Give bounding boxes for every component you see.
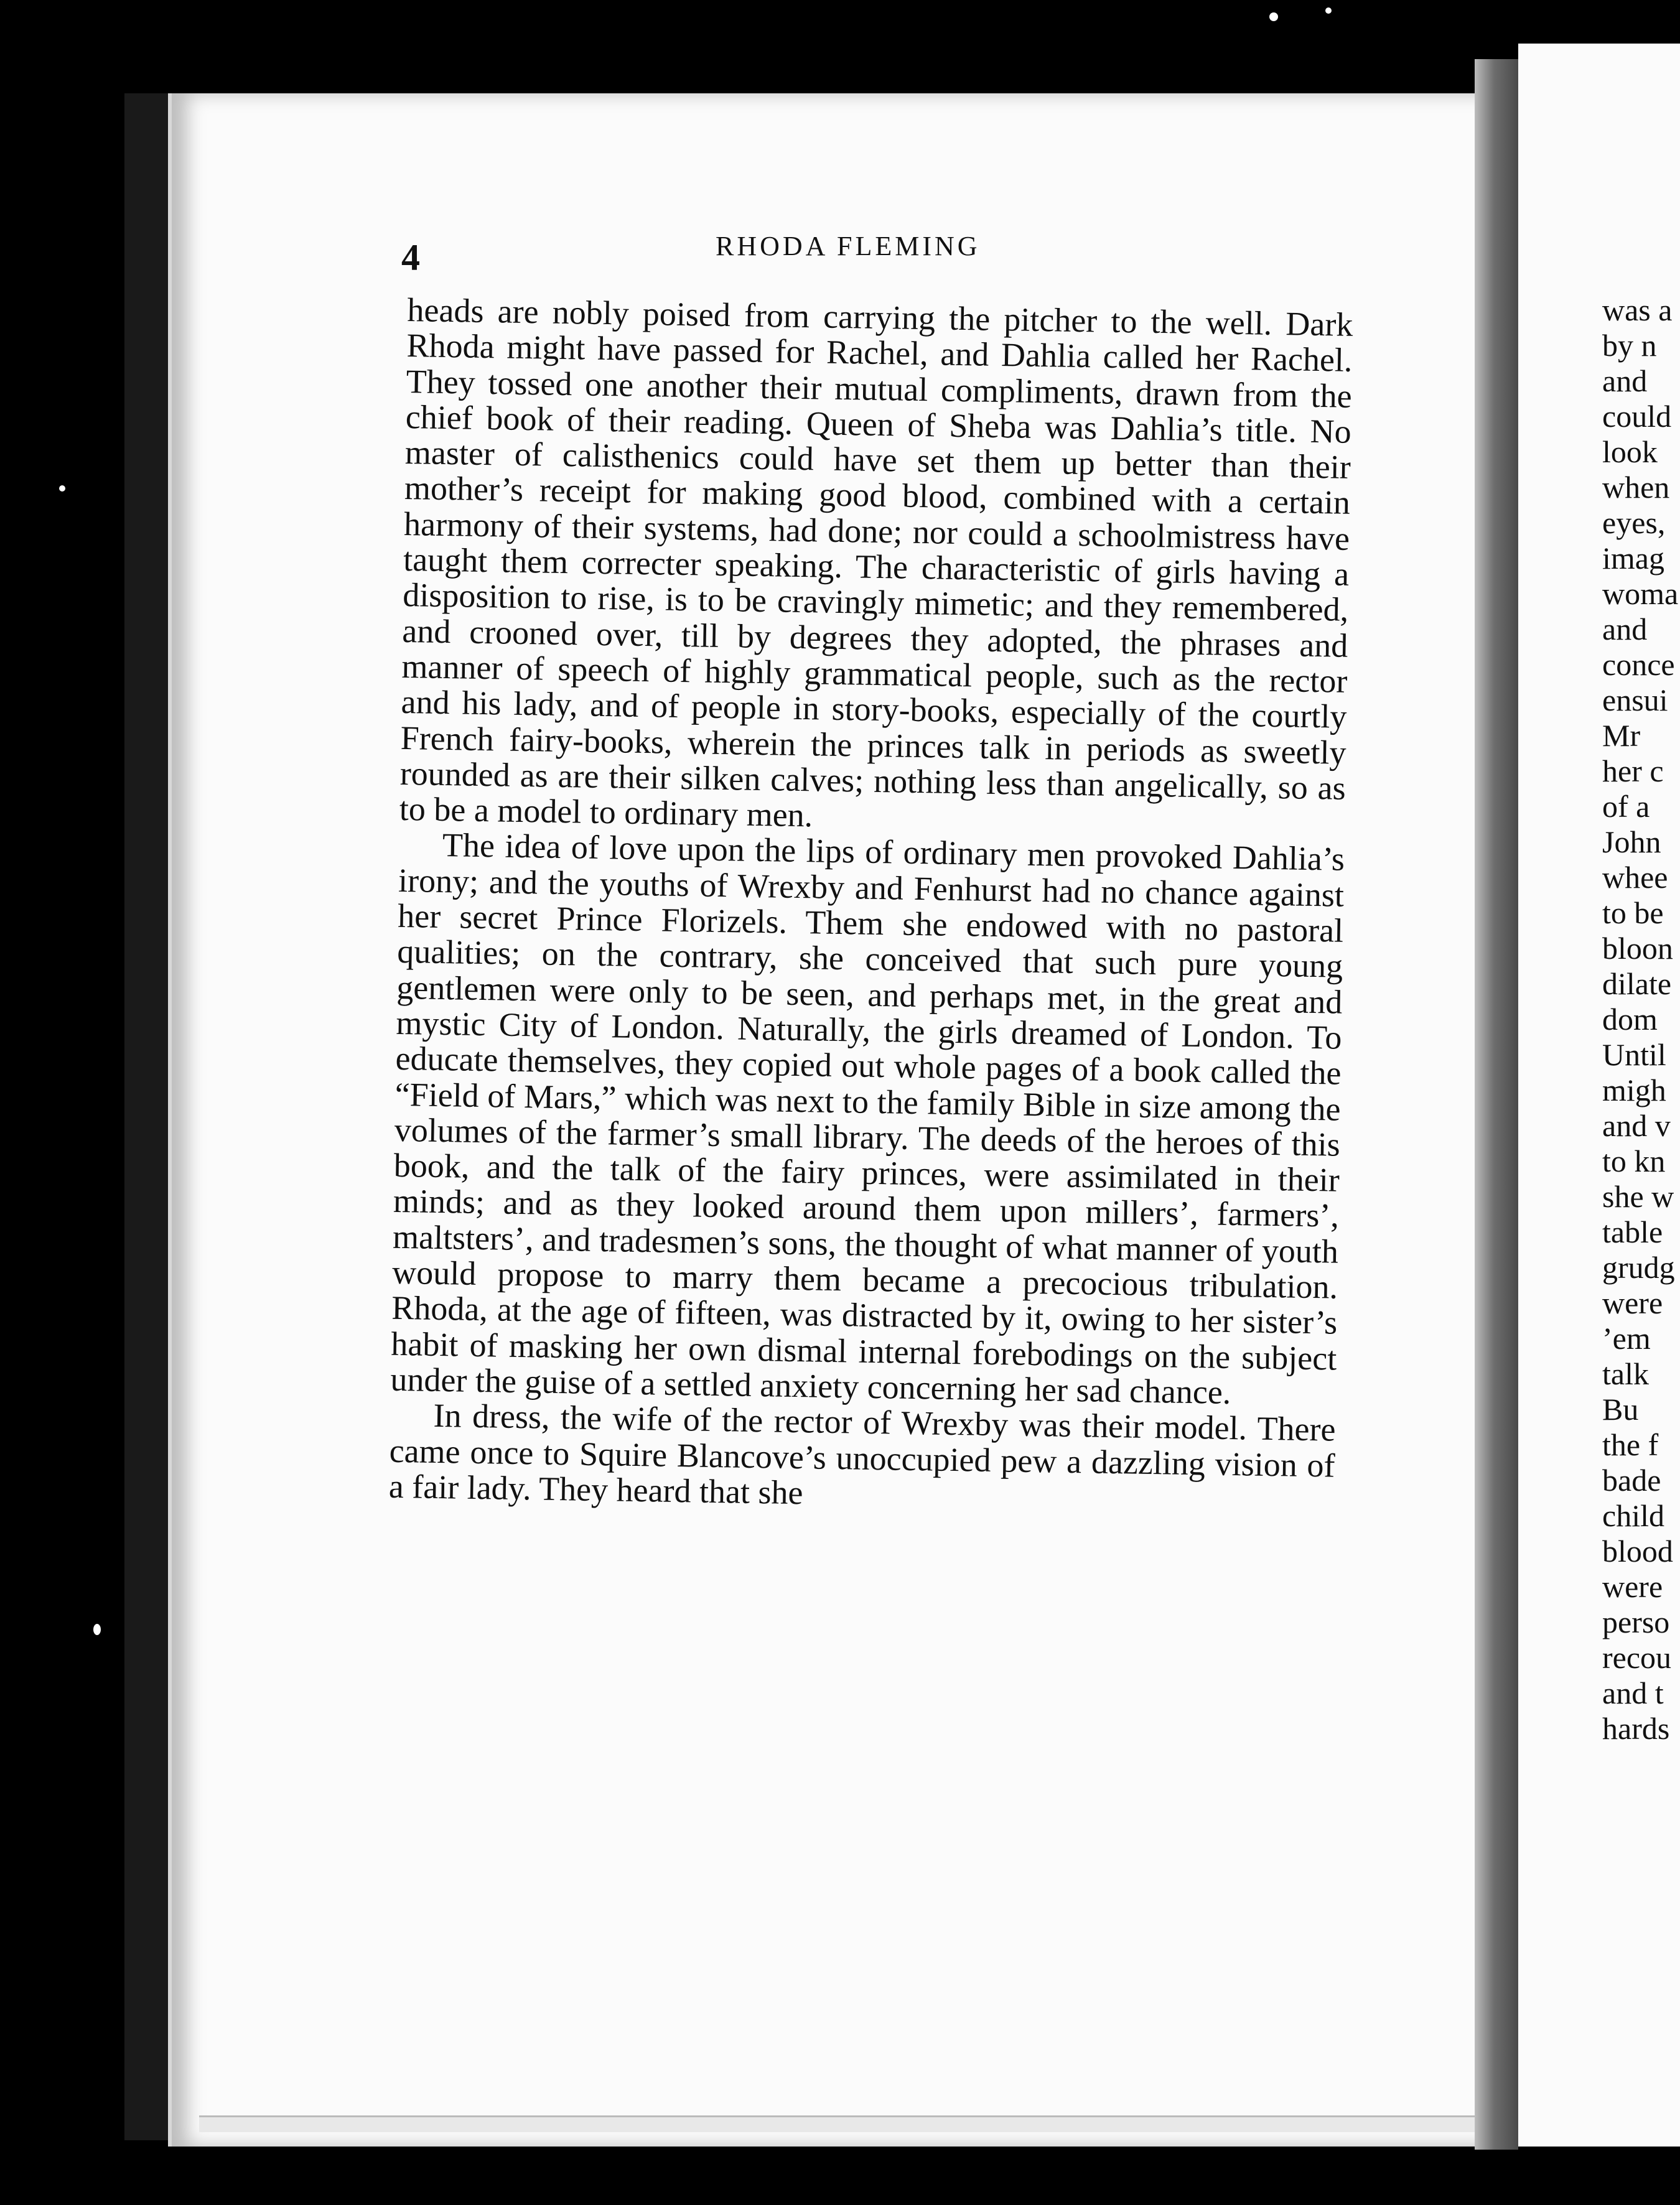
scan-speck bbox=[1325, 7, 1332, 14]
facing-page-line: talk bbox=[1602, 1356, 1649, 1391]
facing-page-line: recou bbox=[1602, 1640, 1672, 1675]
facing-page-line: Until bbox=[1602, 1037, 1666, 1072]
page-bottom-edge bbox=[199, 2115, 1481, 2132]
book-gutter bbox=[1475, 59, 1518, 2150]
facing-page-line: and bbox=[1602, 612, 1648, 646]
facing-page-line: bloon bbox=[1602, 931, 1673, 966]
facing-page-line: table bbox=[1602, 1214, 1663, 1249]
facing-page-line: her c bbox=[1602, 753, 1664, 788]
facing-page-line: eyes, bbox=[1602, 505, 1666, 540]
facing-page-line: when bbox=[1602, 470, 1670, 505]
facing-page-line: dilate bbox=[1602, 966, 1672, 1001]
paragraph-1: heads are nobly poised from carrying the pitcher to the well. Dark Rhoda might have passed for Rachel, and Dahlia called her Rachel. They tossed one another their mutual compliments, drawn from the chief book of their reading. Queen of Sheba was Dahlia’s title. No master of calisthenics could have set them up better than their mother’s receipt for making good blood, combined with a certain harmony of their systems, had done; nor could a schoolmistress have taught them correcter speaking. The characteristic of girls having a disposition to rise, is to be cravingly mimetic; and they remembered, and crooned over, till by degrees they adopted, the phrases and manner of speech of highly grammatical people, such as the rector and his lady, and of people in story-books, especially of the courtly French fairy-books, wherein the princes talk in periods as sweetly rounded as are their silken calves; nothing less than angelically, so as to be a model to ordinary men. bbox=[399, 291, 1353, 834]
facing-page-line: ensui bbox=[1602, 683, 1668, 717]
facing-page-fragments bbox=[1602, 292, 1678, 1746]
facing-page-line: were bbox=[1602, 1285, 1663, 1320]
facing-page-line: blood bbox=[1602, 1534, 1673, 1569]
facing-page-line: Mr bbox=[1602, 718, 1641, 753]
facing-page-line: was a bbox=[1602, 292, 1673, 327]
facing-page-line: migh bbox=[1602, 1073, 1666, 1107]
facing-page-line: ’em bbox=[1602, 1321, 1651, 1356]
facing-page-line: perso bbox=[1602, 1605, 1670, 1639]
facing-page-line: and t bbox=[1602, 1676, 1664, 1710]
scan-speck bbox=[1269, 12, 1278, 21]
facing-page-line: Bu bbox=[1602, 1392, 1639, 1427]
scan-speck bbox=[59, 485, 65, 492]
facing-page-line: she w bbox=[1602, 1179, 1674, 1214]
facing-page-line: by n bbox=[1602, 328, 1657, 363]
page-number: 4 bbox=[401, 237, 420, 278]
facing-page-line: and v bbox=[1602, 1108, 1671, 1143]
facing-page-line: of a bbox=[1602, 789, 1650, 824]
facing-page-line: hards bbox=[1602, 1711, 1670, 1746]
facing-page-line: conce bbox=[1602, 647, 1675, 682]
facing-page-line: dom bbox=[1602, 1002, 1658, 1037]
facing-page-line: bade bbox=[1602, 1463, 1661, 1498]
facing-page-line: and bbox=[1602, 363, 1648, 398]
facing-page-line: whee bbox=[1602, 860, 1668, 895]
facing-page-line: woma bbox=[1602, 576, 1679, 611]
facing-page-line: look bbox=[1602, 434, 1658, 469]
facing-page-line: could bbox=[1602, 399, 1672, 434]
facing-page-line: to kn bbox=[1602, 1144, 1666, 1178]
scan-speck bbox=[93, 1624, 101, 1635]
running-head: RHODA FLEMING bbox=[716, 231, 981, 261]
facing-page-line: child bbox=[1602, 1498, 1664, 1533]
facing-page-line: John bbox=[1602, 824, 1661, 859]
facing-page-line: the f bbox=[1602, 1427, 1659, 1462]
facing-page-line: were bbox=[1602, 1569, 1663, 1604]
paragraph-2: The idea of love upon the lips of ordinary men provoked Dahlia’s irony; and the youths of Wrexby and Fenhurst had no chance against her secret Prince Florizels. Them she endowed with no pastoral qualities; on the contrary, she conceived that such pure young gentlemen were only to be seen, and perhaps met, in the great and mystic City of London. Naturally, the girls dreamed of London. To educate themselves, they copied out whole pages of a book called the “Field of Mars,” which was next to the family Bible in size among the volumes of the farmer’s small library. The deeds of the heroes of this book, and the talk of the fairy princes, were assimilated in their minds; and as they looked around them upon millers’, farmers’, maltsters’, and tradesmen’s sons, the thought of what manner of youth would propose to marry them became a precocious tribulation. Rhoda, at the age of fifteen, was distracted by it, owing to her sister’s habit of masking her own dismal internal forebodings on the subject under the guise of a settled anxiety concerning her sad chance. bbox=[390, 826, 1345, 1411]
facing-page-line: imag bbox=[1602, 541, 1664, 576]
page-body-text bbox=[388, 292, 1353, 1519]
facing-page-line: to be bbox=[1602, 895, 1664, 930]
facing-page-line: grudg bbox=[1602, 1250, 1675, 1285]
paragraph-3: In dress, the wife of the rector of Wrexby was their model. There came once to Squire Blancove’s unoccupied pew a dazzling vision of a fair lady. They heard that she bbox=[388, 1397, 1336, 1512]
